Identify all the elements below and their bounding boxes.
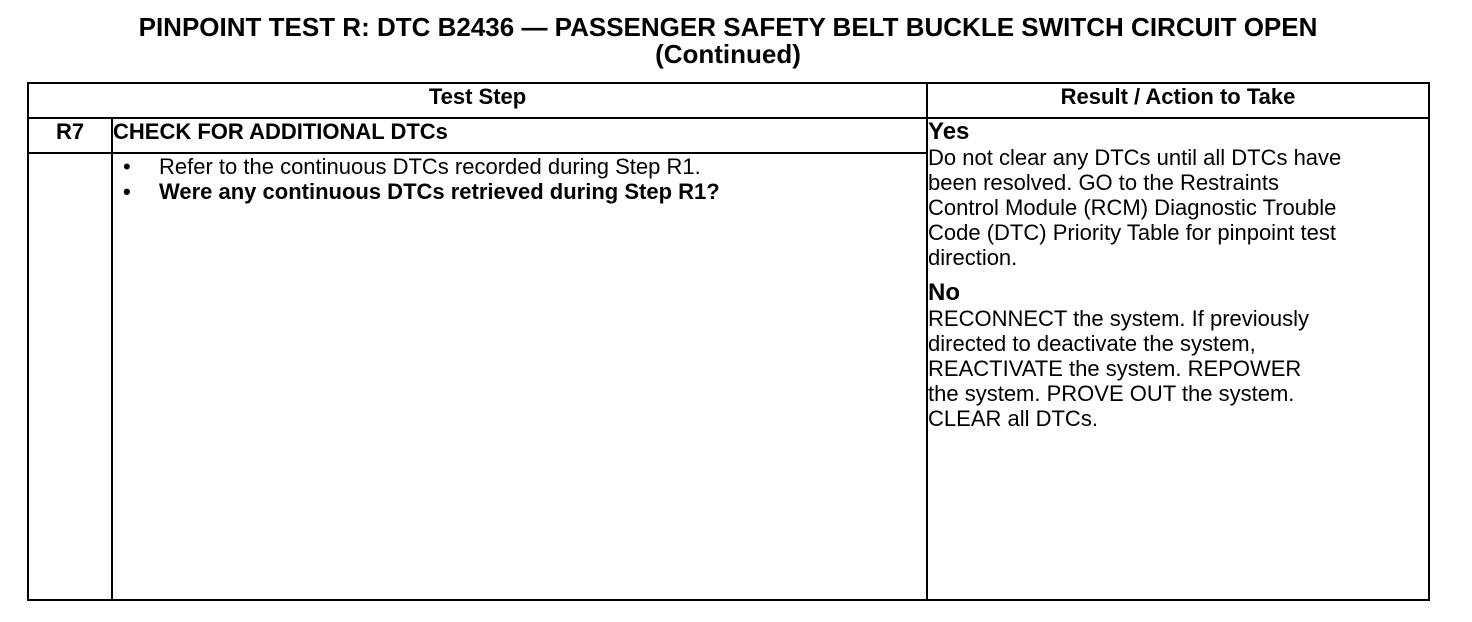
result-no-line: CLEAR all DTCs. [928, 406, 1098, 431]
pinpoint-test-table [27, 82, 1430, 601]
result-no-line: the system. PROVE OUT the system. [928, 381, 1295, 406]
result-yes-line: Control Module (RCM) Diagnostic Trouble [928, 195, 1337, 220]
bullet-item [113, 154, 926, 179]
page-title [0, 14, 1456, 68]
bullet-dot: • [123, 154, 131, 179]
header-result-action: Result / Action to Take [927, 83, 1429, 118]
header-test-step: Test Step [28, 83, 927, 118]
result-yes-line: Code (DTC) Priority Table for pinpoint test [928, 220, 1336, 245]
bullet-dot: • [123, 179, 131, 204]
bullet-text: Refer to the continuous DTCs recorded during Step R1. [159, 154, 701, 179]
result-no-line: RECONNECT the system. If previously [928, 306, 1310, 331]
step-body [112, 153, 927, 600]
result-cell [927, 118, 1429, 600]
result-yes-line: direction. [928, 245, 1018, 270]
result-yes-line: been resolved. GO to the Restraints [928, 170, 1279, 195]
result-yes [928, 119, 1428, 270]
result-no-label: No [928, 279, 961, 306]
step-id-blank [28, 153, 112, 600]
title-line-2: (Continued) [655, 39, 801, 69]
bullet-item-question [113, 179, 926, 204]
result-no-line: REACTIVATE the system. REPOWER [928, 356, 1302, 381]
step-id: R7 [28, 118, 112, 153]
step-name: CHECK FOR ADDITIONAL DTCs [112, 118, 927, 153]
title-line-1: PINPOINT TEST R: DTC B2436 — PASSENGER SAFETY BELT BUCKLE SWITCH CIRCUIT OPEN [138, 12, 1318, 42]
bullet-text: Were any continuous DTCs retrieved during Step R1? [159, 179, 720, 204]
result-no-line: directed to deactivate the system, [928, 331, 1256, 356]
step-bullets [113, 154, 926, 204]
result-no [928, 280, 1428, 431]
result-yes-label: Yes [928, 118, 970, 145]
result-yes-line: Do not clear any DTCs until all DTCs have [928, 145, 1342, 170]
